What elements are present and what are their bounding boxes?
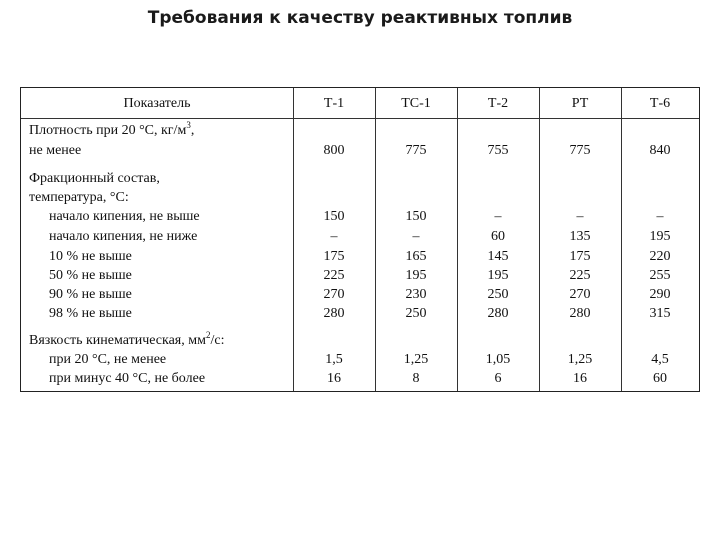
row-label-50pct: 50 % не выше — [49, 268, 132, 283]
slide-title: Требования к качеству реактивных топлив — [147, 8, 573, 28]
row-label-90pct: 90 % не выше — [49, 287, 132, 302]
p90-value: 230 — [405, 287, 427, 302]
visc-20-value: 1,25 — [567, 352, 593, 367]
row-label-boil-start-min: начало кипения, не ниже — [49, 229, 198, 244]
density-label-comma: , — [190, 123, 195, 138]
p10-value: 175 — [323, 249, 345, 264]
row-label-visc-minus40: при минус 40 °С, не более — [49, 371, 206, 386]
visc-minus40-value: 6 — [494, 371, 502, 386]
visc-20-value: 4,5 — [651, 352, 669, 367]
row-label-density-min: не менее — [29, 143, 82, 158]
boil-start-max-value: – — [494, 209, 502, 224]
boil-start-max-value: 150 — [405, 209, 427, 224]
visc-minus40-value: 60 — [653, 371, 667, 386]
p98-value: 280 — [323, 306, 345, 321]
p98-value: 250 — [405, 306, 427, 321]
p90-value: 270 — [323, 287, 345, 302]
boil-start-min-value: – — [330, 229, 338, 244]
boil-start-min-value: – — [412, 229, 420, 244]
header-col-rt: РТ — [571, 96, 589, 111]
p50-value: 225 — [323, 268, 345, 283]
p50-value: 225 — [569, 268, 591, 283]
density-value: 775 — [405, 143, 427, 158]
boil-start-min-value: 195 — [649, 229, 671, 244]
boil-start-max-value: – — [656, 209, 664, 224]
p90-value: 290 — [649, 287, 671, 302]
p10-value: 145 — [487, 249, 509, 264]
p50-value: 195 — [405, 268, 427, 283]
density-value: 775 — [569, 143, 591, 158]
p10-value: 165 — [405, 249, 427, 264]
p10-value: 175 — [569, 249, 591, 264]
header-col-t2: Т-2 — [487, 96, 509, 111]
row-label-viscosity — [29, 331, 224, 350]
p90-value: 250 — [487, 287, 509, 302]
viscosity-unit-sup: 2 — [205, 330, 211, 340]
visc-minus40-value: 16 — [327, 371, 341, 386]
p10-value: 220 — [649, 249, 671, 264]
header-col-t6: Т-6 — [649, 96, 671, 111]
p98-value: 280 — [487, 306, 509, 321]
fuel-requirements-table — [20, 87, 700, 392]
visc-minus40-value: 8 — [412, 371, 420, 386]
p90-value: 270 — [569, 287, 591, 302]
boil-start-min-value: 60 — [491, 229, 505, 244]
header-col-t1: Т-1 — [323, 96, 345, 111]
density-label-text: Плотность при 20 °С, кг/м — [29, 123, 187, 138]
p50-value: 195 — [487, 268, 509, 283]
visc-20-value: 1,25 — [403, 352, 429, 367]
header-param: Показатель — [123, 96, 191, 111]
visc-20-value: 1,05 — [485, 352, 511, 367]
row-label-10pct: 10 % не выше — [49, 249, 132, 264]
boil-start-max-value: 150 — [323, 209, 345, 224]
density-value: 755 — [487, 143, 509, 158]
density-value: 840 — [649, 143, 671, 158]
row-label-fraction: Фракционный состав, — [29, 171, 160, 186]
boil-start-max-value: – — [576, 209, 584, 224]
row-label-98pct: 98 % не выше — [49, 306, 132, 321]
p98-value: 280 — [569, 306, 591, 321]
header-col-ts1: ТС-1 — [401, 96, 431, 111]
visc-minus40-value: 16 — [573, 371, 587, 386]
row-label-boil-start-max: начало кипения, не выше — [49, 209, 200, 224]
density-value: 800 — [323, 143, 345, 158]
viscosity-label-text: Вязкость кинематическая, мм — [29, 333, 206, 348]
visc-20-value: 1,5 — [325, 352, 343, 367]
density-unit-sup: 3 — [186, 120, 191, 130]
p98-value: 315 — [649, 306, 671, 321]
viscosity-unit-tail: /с: — [210, 333, 225, 348]
row-label-temperature: температура, °С: — [29, 190, 129, 205]
header-divider — [21, 118, 699, 119]
row-label-density — [29, 121, 194, 140]
row-label-visc-20: при 20 °С, не менее — [49, 352, 167, 367]
boil-start-min-value: 135 — [569, 229, 591, 244]
p50-value: 255 — [649, 268, 671, 283]
